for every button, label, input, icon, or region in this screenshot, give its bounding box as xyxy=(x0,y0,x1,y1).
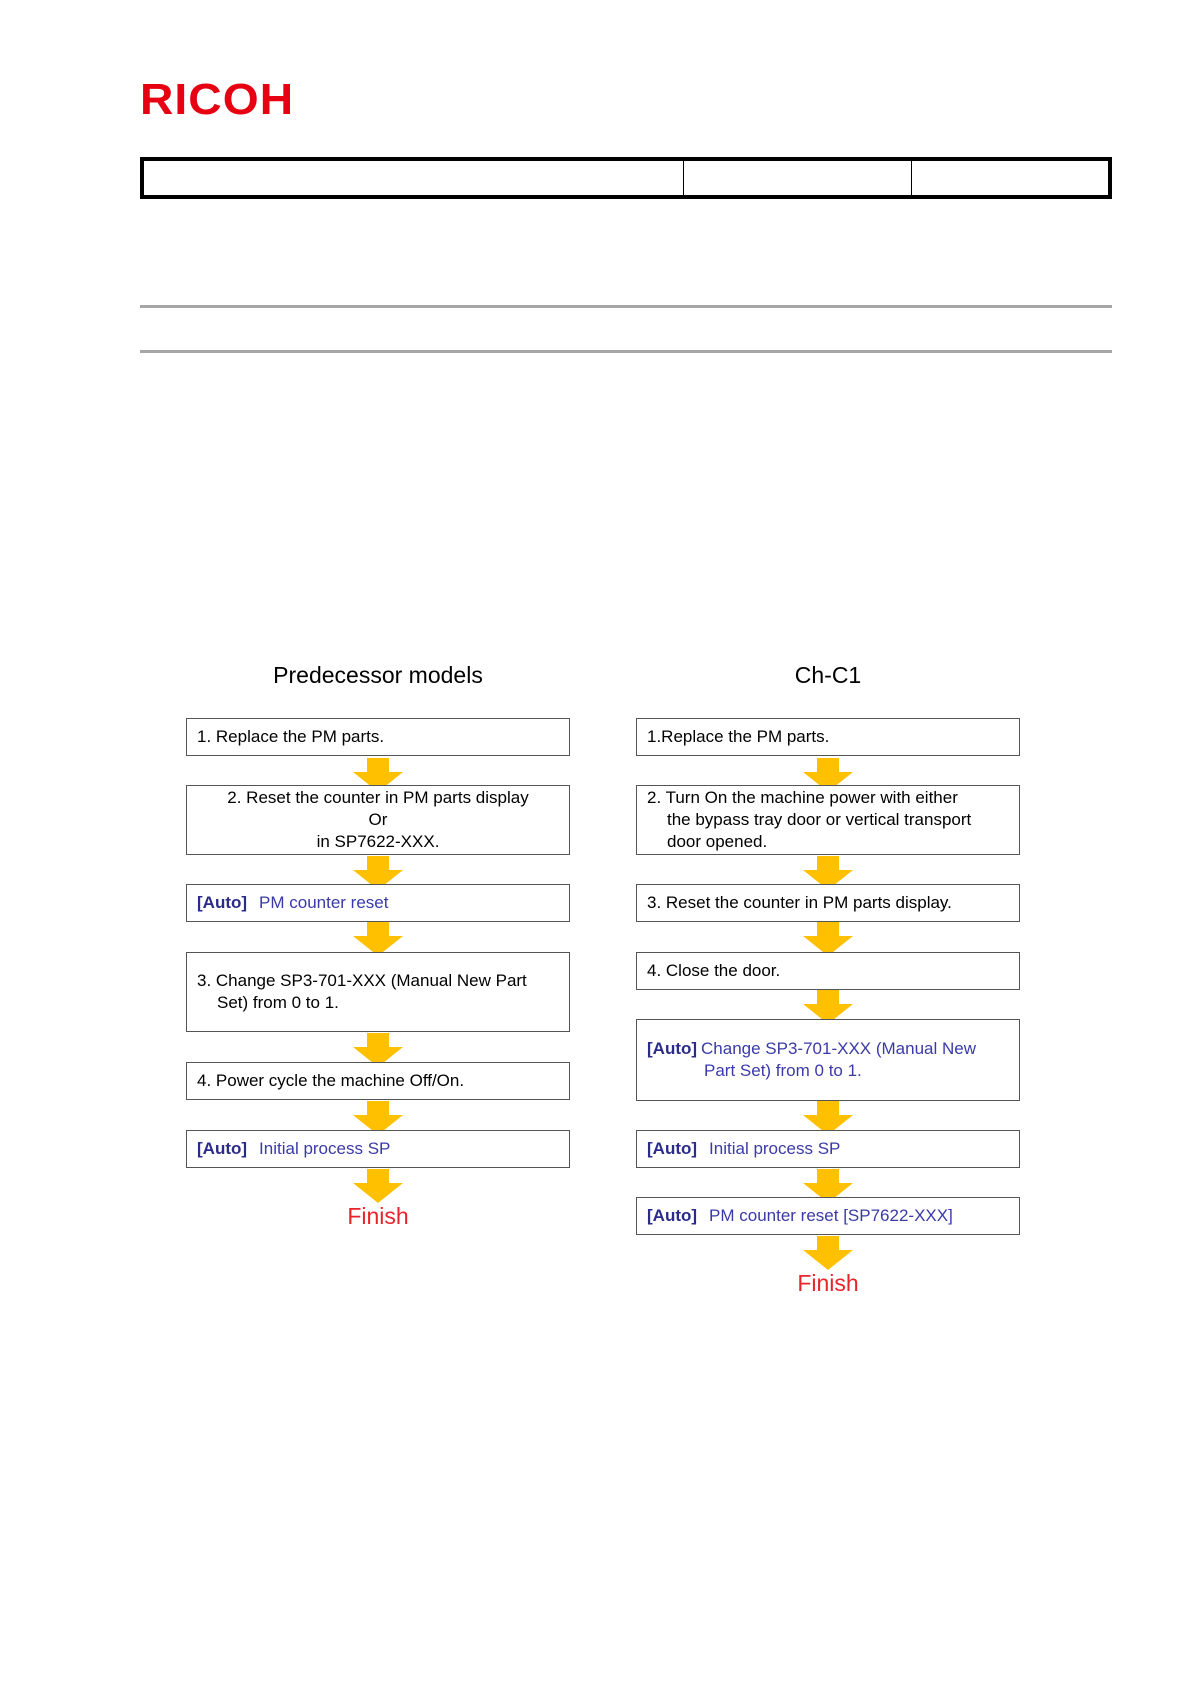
left-step-auto-reset xyxy=(186,884,570,922)
left-step-3-line1: 3. Change SP3-701-XXX (Manual New Part xyxy=(197,971,527,990)
right-step-2 xyxy=(636,785,1020,855)
left-auto-reset-text: PM counter reset xyxy=(259,893,389,912)
right-step-2-line1: 2. Turn On the machine power with either xyxy=(647,788,958,807)
arrow-icon xyxy=(803,922,853,956)
auto-tag: [Auto] xyxy=(197,1139,248,1158)
left-finish: Finish xyxy=(347,1203,409,1229)
right-step-2-line3: door opened. xyxy=(667,832,768,851)
left-step-2-line3: in SP7622-XXX. xyxy=(316,832,440,851)
right-step-3-text: 3. Reset the counter in PM parts display. xyxy=(647,893,952,912)
right-auto-reset-text: PM counter reset [SP7622-XXX] xyxy=(709,1206,953,1225)
right-step-4 xyxy=(636,952,1020,990)
left-step-2-line2: Or xyxy=(368,810,388,829)
left-step-3 xyxy=(186,952,570,1032)
right-step-2-line2: the bypass tray door or vertical transport xyxy=(667,810,972,829)
left-step-4-text: 4. Power cycle the machine Off/On. xyxy=(197,1071,465,1090)
right-step-1-text: 1.Replace the PM parts. xyxy=(647,727,830,746)
left-step-1 xyxy=(186,718,570,756)
right-step-1 xyxy=(636,718,1020,756)
right-auto-change-line1: Change SP3-701-XXX (Manual New xyxy=(701,1039,977,1058)
right-step-auto-reset xyxy=(636,1197,1020,1235)
right-step-auto-initial xyxy=(636,1130,1020,1168)
ricoh-logo: RICOH xyxy=(140,75,295,124)
right-auto-initial-text: Initial process SP xyxy=(709,1139,841,1158)
arrow-icon xyxy=(353,922,403,956)
auto-tag: [Auto] xyxy=(647,1039,698,1058)
left-column-title: Predecessor models xyxy=(273,662,483,688)
arrow-icon xyxy=(803,1236,853,1270)
left-auto-initial-text: Initial process SP xyxy=(259,1139,391,1158)
top-rule xyxy=(140,305,1112,308)
left-step-1-text: 1. Replace the PM parts. xyxy=(197,727,385,746)
right-step-4-text: 4. Close the door. xyxy=(647,961,781,980)
right-auto-change-line2: Part Set) from 0 to 1. xyxy=(704,1061,862,1080)
left-step-3-line2: Set) from 0 to 1. xyxy=(217,993,339,1012)
left-step-2 xyxy=(186,785,570,855)
right-step-3 xyxy=(636,884,1020,922)
header-cell-date xyxy=(912,161,1108,195)
arrow-icon xyxy=(353,1169,403,1203)
left-step-2-line1: 2. Reset the counter in PM parts display xyxy=(227,788,529,807)
left-step-4 xyxy=(186,1062,570,1100)
right-column-title: Ch-C1 xyxy=(794,662,862,688)
header-cell-title xyxy=(144,161,684,195)
left-step-auto-initial xyxy=(186,1130,570,1168)
header-cell-number xyxy=(684,161,912,195)
auto-tag: [Auto] xyxy=(647,1206,698,1225)
auto-tag: [Auto] xyxy=(197,893,248,912)
bottom-rule xyxy=(140,350,1112,353)
auto-tag: [Auto] xyxy=(647,1139,698,1158)
right-step-auto-change xyxy=(636,1019,1020,1101)
header-table xyxy=(140,157,1112,199)
right-finish: Finish xyxy=(797,1270,859,1296)
